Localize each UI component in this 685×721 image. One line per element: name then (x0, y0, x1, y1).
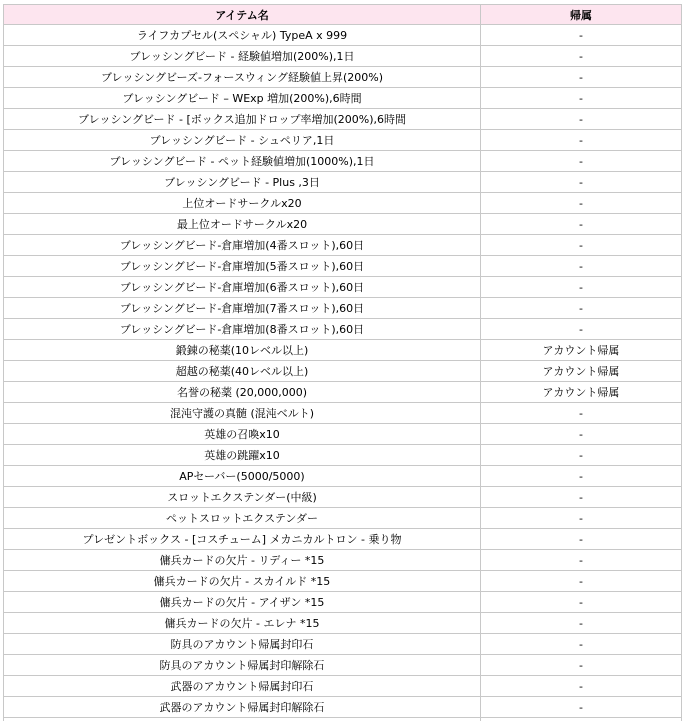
table-row (4, 424, 682, 445)
binding-cell: アカウント帰属 (481, 340, 682, 361)
item-name-cell: APセーバー(5000/5000) (4, 466, 481, 487)
binding-cell: - (481, 634, 682, 655)
binding-cell: - (481, 319, 682, 340)
table-row (4, 193, 682, 214)
binding-cell: - (481, 235, 682, 256)
item-name-cell: ブレッシングビード - 経験値増加(200%),1日 (4, 46, 481, 67)
item-name-cell: ブレッシングビード - [ボックス追加ドロップ率増加(200%),6時間 (4, 109, 481, 130)
table-row (4, 403, 682, 424)
table-row (4, 67, 682, 88)
binding-cell: - (481, 445, 682, 466)
table-row (4, 25, 682, 46)
table-row (4, 508, 682, 529)
item-name-cell: 超越の秘薬(40レベル以上) (4, 361, 481, 382)
table-row (4, 256, 682, 277)
binding-cell: - (481, 487, 682, 508)
table-row (4, 676, 682, 697)
table-row (4, 487, 682, 508)
item-name-cell: 混沌守護の真髄 (混沌ベルト) (4, 403, 481, 424)
table-row (4, 235, 682, 256)
binding-cell (481, 718, 682, 721)
item-name-cell: 上位オードサークルx20 (4, 193, 481, 214)
binding-cell: - (481, 193, 682, 214)
item-name-cell: ブレッシングビード - ペット経験値増加(1000%),1日 (4, 151, 481, 172)
item-name-cell: 傭兵カードの欠片 - アイザン *15 (4, 592, 481, 613)
binding-cell: - (481, 214, 682, 235)
item-name-cell: ブレッシングビード-倉庫増加(7番スロット),60日 (4, 298, 481, 319)
table-row (4, 592, 682, 613)
binding-cell: - (481, 529, 682, 550)
item-name-cell: 武器のアカウント帰属封印解除石 (4, 697, 481, 718)
binding-cell: - (481, 613, 682, 634)
binding-cell: - (481, 256, 682, 277)
header-binding: 帰属 (481, 5, 682, 25)
item-name-cell: 英雄の跳躍x10 (4, 445, 481, 466)
item-name-cell: ブレッシングビード - シュペリア,1日 (4, 130, 481, 151)
table-row (4, 466, 682, 487)
table-row (4, 550, 682, 571)
binding-cell: - (481, 676, 682, 697)
item-name-cell: ブレッシングビード-倉庫増加(6番スロット),60日 (4, 277, 481, 298)
table-row (4, 382, 682, 403)
binding-cell: - (481, 592, 682, 613)
binding-cell: - (481, 88, 682, 109)
table-row (4, 130, 682, 151)
table-row (4, 319, 682, 340)
item-name-cell: ブレッシングビード - Plus ,3日 (4, 172, 481, 193)
item-name-cell: プレゼントボックス - [コスチューム] メカニカルトロン - 乗り物 (4, 529, 481, 550)
binding-cell: - (481, 25, 682, 46)
item-name-cell: 鍛錬の秘薬(10レベル以上) (4, 340, 481, 361)
binding-cell: - (481, 403, 682, 424)
item-table (3, 4, 682, 721)
item-name-cell: 傭兵カードの欠片 - エレナ *15 (4, 613, 481, 634)
item-name-cell: ブレッシングビード-倉庫増加(5番スロット),60日 (4, 256, 481, 277)
binding-cell: - (481, 508, 682, 529)
table-row (4, 298, 682, 319)
table-row (4, 340, 682, 361)
table-row (4, 277, 682, 298)
binding-cell: - (481, 151, 682, 172)
item-name-cell: スロットエクステンダー(中級) (4, 487, 481, 508)
table-row (4, 361, 682, 382)
binding-cell: - (481, 466, 682, 487)
table-row (4, 655, 682, 676)
binding-cell: - (481, 109, 682, 130)
item-name-cell: 名誉の秘薬 (20,000,000) (4, 382, 481, 403)
item-name-cell: 武器のアカウント帰属封印石 (4, 676, 481, 697)
binding-cell: - (481, 655, 682, 676)
item-name-cell: ブレッシングビード-倉庫増加(4番スロット),60日 (4, 235, 481, 256)
table-body (4, 25, 682, 721)
binding-cell: - (481, 277, 682, 298)
table-row (4, 613, 682, 634)
item-name-cell: ライフカプセル(スペシャル) TypeA x 999 (4, 25, 481, 46)
item-name-cell: ブレッシングビーズ-フォースウィング経験値上昇(200%) (4, 67, 481, 88)
binding-cell: アカウント帰属 (481, 361, 682, 382)
table-row (4, 718, 682, 721)
table-row (4, 214, 682, 235)
binding-cell: - (481, 550, 682, 571)
item-name-cell: 英雄の召喚x10 (4, 424, 481, 445)
binding-cell: - (481, 67, 682, 88)
item-name-cell: ブレッシングビード – WExp 増加(200%),6時間 (4, 88, 481, 109)
item-name-cell: 傭兵カードの欠片 - スカイルド *15 (4, 571, 481, 592)
binding-cell: - (481, 298, 682, 319)
item-name-cell: ブレッシングビード-倉庫増加(8番スロット),60日 (4, 319, 481, 340)
table-row (4, 151, 682, 172)
header-item-name: アイテム名 (4, 5, 481, 25)
item-name-cell (4, 718, 481, 721)
header-row (4, 5, 682, 25)
binding-cell: - (481, 130, 682, 151)
table-row (4, 46, 682, 67)
table-row (4, 445, 682, 466)
binding-cell: - (481, 172, 682, 193)
table-row (4, 697, 682, 718)
table-row (4, 571, 682, 592)
binding-cell: アカウント帰属 (481, 382, 682, 403)
binding-cell: - (481, 571, 682, 592)
item-name-cell: 最上位オードサークルx20 (4, 214, 481, 235)
item-name-cell: 防具のアカウント帰属封印解除石 (4, 655, 481, 676)
binding-cell: - (481, 697, 682, 718)
binding-cell: - (481, 46, 682, 67)
item-name-cell: 防具のアカウント帰属封印石 (4, 634, 481, 655)
item-name-cell: ペットスロットエクステンダー (4, 508, 481, 529)
table-row (4, 88, 682, 109)
item-name-cell: 傭兵カードの欠片 - リディー *15 (4, 550, 481, 571)
binding-cell: - (481, 424, 682, 445)
table-row (4, 634, 682, 655)
table-row (4, 109, 682, 130)
table-row (4, 529, 682, 550)
table-row (4, 172, 682, 193)
